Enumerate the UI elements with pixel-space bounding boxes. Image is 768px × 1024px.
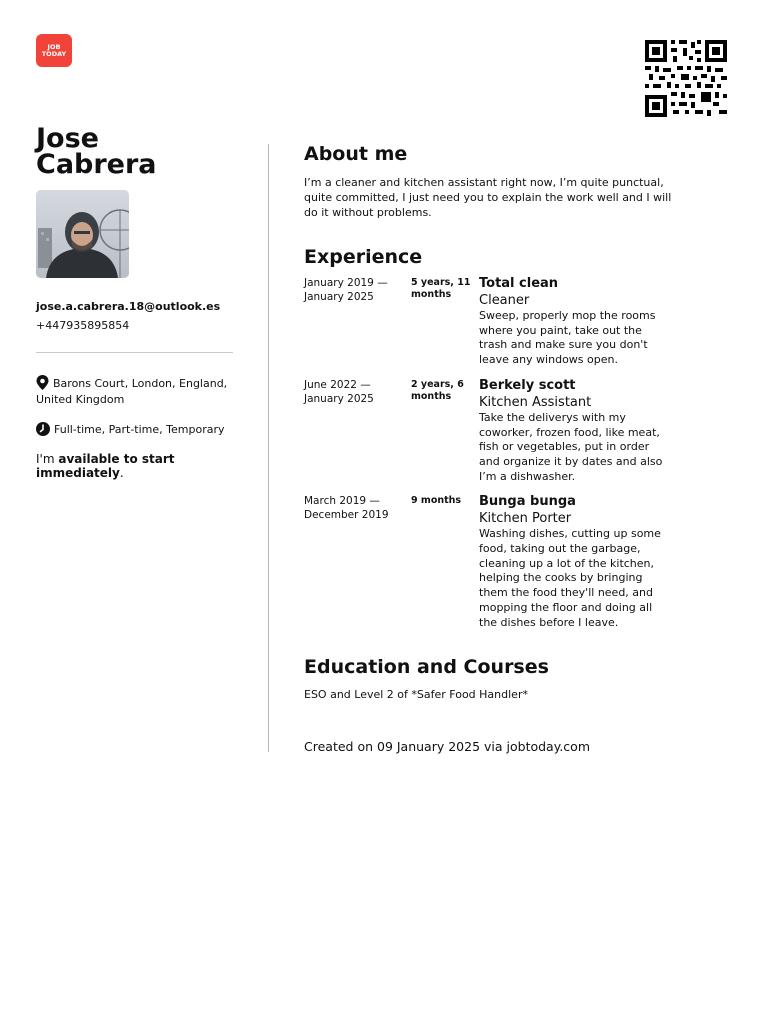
created-footer: Created on 09 January 2025 via jobtoday.com xyxy=(304,739,590,755)
experience-item xyxy=(304,378,694,485)
experience-heading: Experience xyxy=(304,246,423,268)
education-text: ESO and Level 2 of *Safer Food Handler* xyxy=(304,688,528,702)
job-description: Sweep, properly mop the rooms where you paint, take out the trash and make sure you don't leave any windows open. xyxy=(479,309,656,367)
about-text: I’m a cleaner and kitchen assistant right now, I’m quite punctual, quite committed, I just need you to explain the work well and I will do it without problems. xyxy=(304,176,672,219)
column-divider xyxy=(268,144,269,752)
job-duration: 5 years, 11 months xyxy=(411,277,471,300)
profile-photo xyxy=(36,190,129,278)
job-dates: January 2019 — January 2025 xyxy=(304,277,388,303)
experience-item xyxy=(304,276,694,368)
phone-number[interactable]: +447935895854 xyxy=(36,319,130,332)
qr-code xyxy=(645,40,727,117)
job-duration: 2 years, 6 months xyxy=(411,378,464,402)
profile-column xyxy=(36,123,236,480)
location-pin-icon xyxy=(36,375,49,390)
main-column xyxy=(304,143,694,754)
job-description: Washing dishes, cutting up some food, taking out the garbage, cleaning up a lot of the kitchen, helping the cooks by bringing them the food they'll need, and mopping the floor and doing all the dishes before I leave. xyxy=(479,527,661,629)
location-row xyxy=(36,375,236,408)
location-text: Barons Court, London, England, United Kingdom xyxy=(36,377,228,406)
job-role: Kitchen Assistant xyxy=(479,394,592,410)
clock-icon xyxy=(36,422,50,436)
job-company: Berkely scott xyxy=(479,377,576,393)
email[interactable]: jose.a.cabrera.18@outlook.es xyxy=(36,300,221,313)
job-types-row xyxy=(36,422,236,438)
job-role: Kitchen Porter xyxy=(479,511,572,527)
about-heading: About me xyxy=(304,143,408,165)
jobtoday-logo: JOB TODAY xyxy=(36,34,72,67)
job-company: Bunga bunga xyxy=(479,494,576,510)
job-company: Total clean xyxy=(479,276,559,291)
job-types-text: Full-time, Part-time, Temporary xyxy=(54,423,225,436)
experience-list xyxy=(304,276,694,630)
candidate-name: Jose Cabrera xyxy=(36,123,157,180)
job-description: Take the deliverys with my coworker, frozen food, like meat, fish or vegetables, put in order and organize it by dates and also I’m a dishwasher. xyxy=(479,410,663,483)
availability-text: I'm available to start immediately. xyxy=(36,452,175,480)
job-dates: June 2022 — January 2025 xyxy=(304,378,374,405)
experience-item xyxy=(304,494,694,630)
job-dates: March 2019 — December 2019 xyxy=(304,495,389,522)
divider-line xyxy=(36,352,233,353)
education-heading: Education and Courses xyxy=(304,656,549,679)
job-duration: 9 months xyxy=(411,495,462,507)
job-role: Cleaner xyxy=(479,293,530,308)
